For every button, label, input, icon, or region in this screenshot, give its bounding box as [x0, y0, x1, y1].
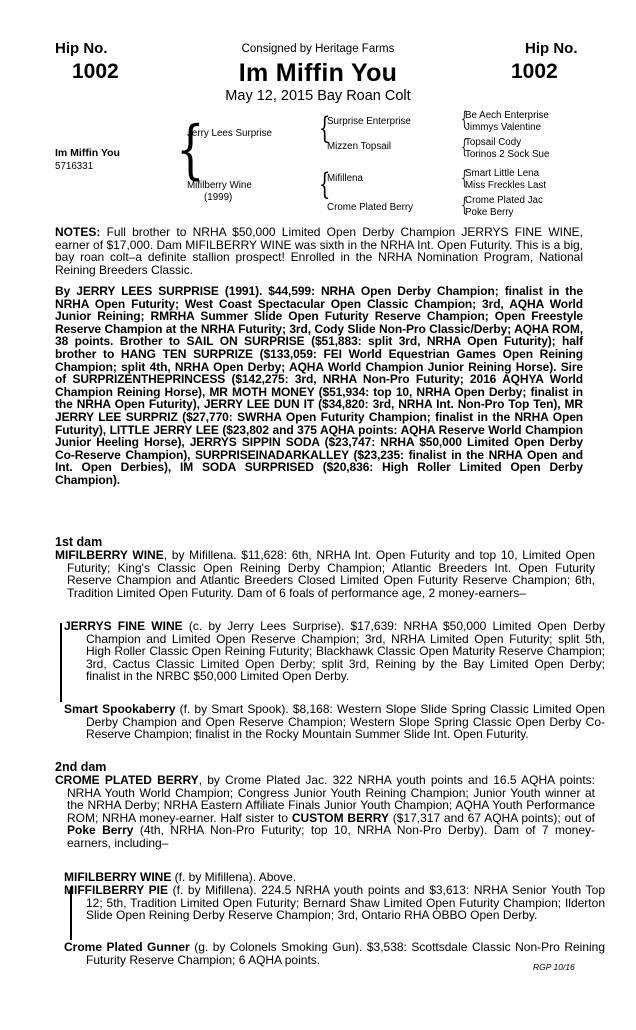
second-dam-text-a: , by Crome Plated Jac. 322 NRHA youth points and 16.5 AQHA points: NRHA Youth World Champion; Congress Junior Youth Reining Champion; Junior Youth winner at the NRHA Derby; NRHA Eastern Affiliate Finals Junior Youth Champion; AQHA Youth Performance ROM; NRHA money-earner. Half sister to — [67, 773, 595, 825]
pedigree-dam-dam: Crome Plated Berry — [327, 202, 414, 213]
first-dam-foal1 — [64, 620, 605, 683]
pedigree-dam: Mifilberry Wine — [187, 180, 252, 191]
second-dam-foal2-name: MIFFILBERRY PIE — [64, 883, 168, 897]
second-dam-foal3-name: Crome Plated Gunner — [64, 940, 190, 954]
second-dam-foal1 — [64, 871, 605, 884]
pedigree-g1: Be Aech Enterprise — [465, 110, 549, 121]
pedigree-g2: Jimmys Valentine — [465, 122, 542, 133]
first-dam-paragraph — [55, 549, 595, 599]
first-dam-foal2-name: Smart Spookaberry — [64, 702, 176, 716]
second-dam-dam-name: Poke Berry — [67, 823, 134, 838]
notes-paragraph — [55, 226, 583, 276]
hip-number-right: 1002 — [511, 60, 558, 83]
pedigree-subject-reg: 5716331 — [55, 161, 94, 172]
second-dam-heading: 2nd dam — [55, 760, 107, 774]
pedigree-g4: Torinos 2 Sock Sue — [465, 149, 550, 160]
pedigree-sire-sire: Surprise Enterprise — [327, 116, 411, 127]
pedigree-brace-dam: { — [318, 167, 331, 202]
hip-label-left: Hip No. — [55, 40, 108, 57]
pedigree-brace-g2: { — [461, 134, 468, 158]
second-dam-foal3-text: (g. by Colonels Smoking Gun). $3,538: Scottsdale Classic Non-Pro Reining Futurity Reserve Champion; 6 AQHA points. — [86, 940, 606, 967]
pedigree-brace-g4: { — [461, 192, 468, 216]
pedigree-brace-sire: { — [318, 111, 331, 146]
first-dam-heading: 1st dam — [55, 535, 103, 549]
second-dam-foal2 — [64, 884, 605, 922]
first-dam-foal-bar — [60, 623, 62, 702]
second-dam-name: CROME PLATED BERRY — [55, 773, 199, 787]
second-dam-text-c: (4th, NRHA Non-Pro Futurity; top 10, NRHA Non-Pro Derby). Dam of 7 money-earners, including– — [67, 823, 595, 850]
pedigree-g6: Miss Freckles Last — [465, 180, 547, 191]
pedigree-brace-g1: { — [461, 106, 468, 130]
second-dam-foal2-text: (f. by Mifillena). 224.5 NRHA youth points and $3,613: NRHA Senior Youth Top 12; 5th, Tradition Limited Open Futurity; Bernard Shaw Limited Open Futurity Champion; Ilderton Slide Open Reining Derby Reserve Champion; 3rd, Ontario RHA OBBO Open Derby. — [86, 883, 605, 923]
pedigree-g7: Crome Plated Jac — [465, 195, 543, 206]
first-dam-foal1-name: JERRYS FINE WINE — [64, 619, 183, 633]
first-dam-name: MIFILBERRY WINE — [55, 548, 164, 562]
notes-text: Full brother to NRHA $50,000 Limited Open Derby Champion JERRYS FINE WINE, earner of $17,000. Dam MIFILBERRY WINE was sixth in the NRHA Int. Open Futurity. This is a big, bay roan colt–a definite stallion prospect! Enrolled in the NRHA Nomination Program, National Reining Breeders Classic. — [55, 225, 583, 277]
pedigree-dam-sire: Mifillena — [327, 173, 363, 184]
second-dam-text-b: ($17,317 and 67 AQHA points); out of — [388, 810, 595, 825]
pedigree-g5: Smart Little Lena — [465, 168, 540, 179]
foaling-info: May 12, 2015 Bay Roan Colt — [225, 88, 411, 104]
hip-number-left: 1002 — [72, 60, 119, 83]
first-dam-foal2-text: (f. by Smart Spook). $8,168: Western Slope Slide Spring Classic Limited Open Derby Champion and Open Reserve Champion; Western Slope Spring Classic Open Derby Co-Reserve Champion; finalist in the Rocky Mountain Summer Slide Int. Open Futurity. — [86, 702, 605, 742]
second-dam-foal1-text: (f. by Mifillena). Above. — [171, 870, 297, 884]
pedigree-dam-year: (1999) — [204, 192, 233, 203]
second-dam-foal3 — [64, 941, 605, 966]
sire-paragraph: By JERRY LEES SURPRISE (1991). $44,599: NRHA Open Derby Champion; finalist in the NRHA Open Futurity; West Coast Spectacular Open Classic Champion; 3rd, AQHA World Junior Reining; RMRHA Summer Slide Open Futurity Reserve Champion; Open Freestyle Reserve Champion at the NRHA Futurity; 3rd, Cody Slide Non-Pro Classic/Derby; AQHA ROM, 38 points. Brother to SAIL ON SURPRISE ($51,883: split 3rd, NRHA Open Futurity); half brother to HANG TEN SURPRIZE ($133,059: FEI World Equestrian Games Open Reining Champion; split 4th, NRHA Open Derby; AQHA World Champion Junior Reining Horse). Sire of SURPRIZENTHEPRINCESS ($142,275: 3rd, NRHA Non-Pro Futurity; 2016 AQHYA World Champion Reining Horse), MR MOTH MONEY ($51,934: top 10, NRHA Open Derby; finalist in the NRHA Open Futurity), JERRY LEE DUN IT ($34,820: 3rd, NRHA Int. Non-Pro Top Ten), MR JERRY LEE SURPRIZ ($27,770: SWRHA Open Futurity Champion; finalist in the NRHA Open Futurity), LITTLE JERRY LEE ($23,802 and 375 AQHA points: AQHA Reserve World Champion Junior Heeling Horse), JERRYS SIPPIN SODA ($23,747: NRHA $50,000 Limited Open Derby Co-Reserve Champion), SURPRISEINADARKALLEY ($23,235: finalist in the NRHA Open and Int. Open Derbies), IM SODA SURPRISED ($20,836: High Roller Limited Open Derby Champion). — [55, 284, 583, 487]
pedigree-brace-main: { — [176, 113, 205, 187]
notes-label: NOTES: — [55, 225, 101, 239]
pedigree-subject-name: Im Miffin You — [55, 147, 120, 159]
consignor: Consigned by Heritage Farms — [241, 43, 395, 55]
footer-code: RGP 10/16 — [533, 962, 575, 972]
pedigree-sire-dam: Mizzen Topsail — [327, 141, 392, 152]
first-dam-foal2 — [64, 703, 605, 741]
pedigree-g8: Poke Berry — [465, 207, 514, 218]
pedigree-g3: Topsail Cody — [465, 137, 522, 148]
horse-name: Im Miffin You — [238, 59, 398, 87]
pedigree-brace-g3: { — [461, 165, 468, 189]
second-dam-half-sister: CUSTOM BERRY — [291, 810, 389, 825]
hip-label-right: Hip No. — [525, 40, 578, 57]
second-dam-paragraph — [55, 774, 595, 850]
second-dam-foal1-name: MIFILBERRY WINE — [64, 870, 172, 884]
first-dam-text: , by Mifillena. $11,628: 6th, NRHA Int. Open Futurity and top 10, Limited Open Futurity; King's Classic Open Reining Derby Champion; Atlantic Breeders Int. Open Futurity Reserve Champion and Atlantic Breeders Closed Limited Open Futurity Reserve Champion; 6th, Tradition Limited Open Futurity. Dam of 6 foals of performance age, 2 money-earners– — [67, 548, 595, 600]
first-dam-foal1-text: (c. by Jerry Lees Surprise). $17,639: NRHA $50,000 Limited Open Derby Champion and Limited Open Reserve Champion; 3rd, NRHA Limited Open Futurity; split 5th, High Roller Classic Open Reining Futurity; Blackhawk Classic Open Maturity Reserve Champion; 3rd, Cactus Classic Limited Open Derby; split 3rd, Reining by the Bay Limited Open Derby; finalist in the NRBC $50,000 Limited Open Derby. — [86, 619, 606, 684]
pedigree-sire: Jerry Lees Surprise — [187, 128, 272, 139]
